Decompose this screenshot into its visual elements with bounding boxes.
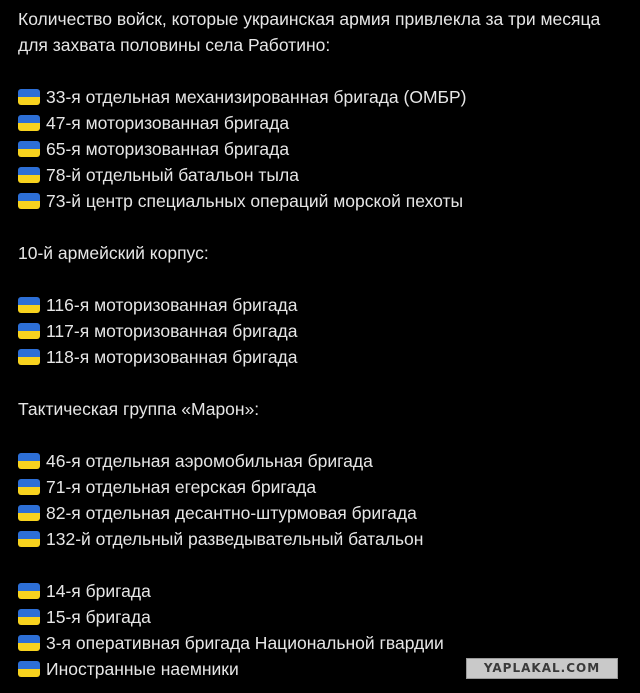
group-3-heading: Тактическая группа «Марон»: [18, 399, 260, 419]
ukraine-flag-icon [18, 531, 40, 547]
site-watermark: YAPLAKAL.COM [466, 658, 618, 679]
post-content [18, 6, 632, 682]
list-item-label: Иностранные наемники [46, 659, 239, 679]
list-item [18, 448, 632, 474]
list-item [18, 344, 632, 370]
ukraine-flag-icon [18, 453, 40, 469]
intro-line-2: для захвата половины села Работино: [18, 35, 331, 55]
list-item-label: 65-я моторизованная бригада [46, 139, 290, 159]
list-item [18, 188, 632, 214]
list-item-label: 78-й отдельный батальон тыла [46, 165, 299, 185]
list-item-label: 15-я бригада [46, 607, 151, 627]
ukraine-flag-icon [18, 193, 40, 209]
list-item [18, 318, 632, 344]
ukraine-flag-icon [18, 297, 40, 313]
ukraine-flag-icon [18, 479, 40, 495]
list-item-label: 71-я отдельная егерская бригада [46, 477, 317, 497]
list-item-label: 47-я моторизованная бригада [46, 113, 290, 133]
list-item [18, 136, 632, 162]
list-item-label: 82-я отдельная десантно-штурмовая бригада [46, 503, 417, 523]
list-item [18, 500, 632, 526]
list-item [18, 474, 632, 500]
list-item-label: 46-я отдельная аэромобильная бригада [46, 451, 373, 471]
ukraine-flag-icon [18, 115, 40, 131]
list-item [18, 604, 632, 630]
list-item [18, 292, 632, 318]
spacer [18, 422, 632, 448]
list-item-label: 14-я бригада [46, 581, 151, 601]
ukraine-flag-icon [18, 323, 40, 339]
list-item-label: 132-й отдельный разведывательный батальон [46, 529, 424, 549]
ukraine-flag-icon [18, 505, 40, 521]
list-item-label: 118-я моторизованная бригада [46, 347, 298, 367]
ukraine-flag-icon [18, 89, 40, 105]
list-item-label: 117-я моторизованная бригада [46, 321, 298, 341]
unit-list-group-3 [18, 448, 632, 552]
spacer [18, 214, 632, 240]
ukraine-flag-icon [18, 635, 40, 651]
list-item-label: 116-я моторизованная бригада [46, 295, 298, 315]
unit-list-group-1 [18, 84, 632, 214]
list-item [18, 162, 632, 188]
ukraine-flag-icon [18, 167, 40, 183]
spacer [18, 266, 632, 292]
ukraine-flag-icon [18, 583, 40, 599]
list-item [18, 630, 632, 656]
ukraine-flag-icon [18, 609, 40, 625]
list-item-label: 33-я отдельная механизированная бригада (ОМБР) [46, 87, 467, 107]
ukraine-flag-icon [18, 141, 40, 157]
list-item-label: 3-я оперативная бригада Национальной гвардии [46, 633, 444, 653]
ukraine-flag-icon [18, 661, 40, 677]
list-item-label: 73-й центр специальных операций морской пехоты [46, 191, 464, 211]
group-2-heading: 10-й армейский корпус: [18, 243, 209, 263]
spacer [18, 58, 632, 84]
ukraine-flag-icon [18, 349, 40, 365]
intro-text [18, 6, 632, 58]
intro-line-1: Количество войск, которые украинская армия привлекла за три месяца [18, 9, 601, 29]
list-item [18, 84, 632, 110]
list-item [18, 526, 632, 552]
unit-list-group-2 [18, 292, 632, 370]
list-item [18, 110, 632, 136]
spacer [18, 552, 632, 578]
list-item [18, 578, 632, 604]
spacer [18, 370, 632, 396]
